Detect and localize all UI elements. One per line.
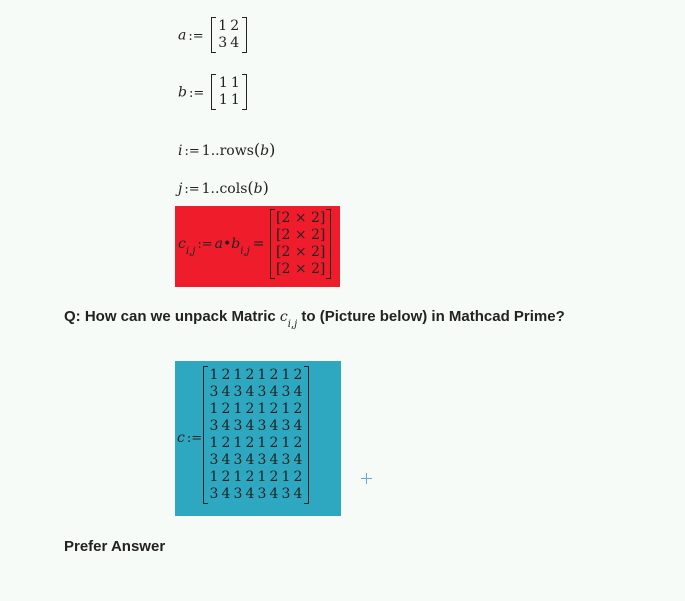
math-region-i[interactable]: i := 1..rows(b) (178, 140, 276, 159)
nested-cell: [2 × 2] (276, 261, 326, 277)
matrix-cell: 1 (230, 92, 240, 108)
matrix-cell: 3 (209, 418, 219, 434)
matrix-cell: 3 (257, 452, 267, 468)
matrix-cell: 2 (245, 367, 255, 383)
math-region-c-highlighted[interactable] (175, 206, 340, 287)
matrix-row (208, 486, 304, 503)
matrix-cell: 2 (293, 401, 303, 417)
math-region-c-unpacked[interactable] (175, 361, 341, 516)
var-j: j (178, 181, 183, 197)
matrix-row (208, 452, 304, 469)
question-var-c: c (279, 309, 288, 325)
function-rows: rows (219, 143, 254, 159)
nested-result-matrix (270, 209, 331, 279)
matrix-cell: 1 (209, 401, 219, 417)
matrix-cell: 3 (209, 452, 219, 468)
matrix-cell: 3 (281, 418, 291, 434)
matrix-cell: 2 (245, 469, 255, 485)
matrix-cell: 4 (245, 486, 255, 502)
matrix-row (208, 418, 304, 435)
matrix-cell: 3 (209, 486, 219, 502)
matrix-cell: 4 (293, 452, 303, 468)
matrix-cell: 4 (269, 418, 279, 434)
matrix-cell: 1 (257, 435, 267, 451)
assign-operator: := (184, 144, 200, 159)
var-c: c (178, 236, 186, 252)
matrix-cell: 2 (230, 18, 240, 34)
matrix-cell: 1 (281, 435, 291, 451)
matrix-cell: 4 (293, 418, 303, 434)
matrix-cell: 2 (269, 435, 279, 451)
matrix-cell: 4 (221, 452, 231, 468)
matrix-cell: 2 (221, 401, 231, 417)
function-arg: b (260, 143, 270, 159)
matrix-cell: 2 (293, 469, 303, 485)
matrix-cell: 1 (257, 367, 267, 383)
matrix-cell: 4 (230, 35, 240, 51)
matrix-cell: 2 (269, 469, 279, 485)
matrix-row (208, 367, 304, 384)
matrix-cell: 1 (230, 75, 240, 91)
matrix-a (211, 17, 247, 53)
matrix-cell: 2 (221, 435, 231, 451)
matrix-cell: 4 (221, 384, 231, 400)
matrix-cell: 2 (293, 367, 303, 383)
assign-operator: := (186, 431, 203, 446)
question-prefix: Q: How can we unpack Matric (64, 308, 276, 325)
matrix-cell: 3 (233, 486, 243, 502)
range-start: 1 (201, 181, 211, 197)
matrix-cell: 1 (209, 435, 219, 451)
matrix-row (208, 469, 304, 486)
question-suffix: to (Picture below) in Mathcad Prime? (301, 308, 565, 325)
nested-cell: [2 × 2] (276, 244, 326, 260)
matrix-cell: 1 (281, 401, 291, 417)
matrix-cell: 3 (233, 452, 243, 468)
matrix-cell: 2 (269, 401, 279, 417)
math-region-b[interactable] (178, 74, 247, 110)
matrix-cell: 3 (233, 418, 243, 434)
matrix-cell: 4 (245, 418, 255, 434)
matrix-cell: 1 (218, 75, 228, 91)
matrix-cell: 4 (221, 486, 231, 502)
dot-operator: • (222, 236, 232, 252)
matrix-cell: 4 (221, 418, 231, 434)
matrix-cell: 1 (233, 401, 243, 417)
prefer-answer-text: Prefer Answer (64, 538, 166, 555)
matrix-cell: 1 (257, 469, 267, 485)
assign-operator: := (197, 237, 213, 252)
unpacked-matrix (203, 366, 309, 504)
var-a: a (178, 27, 187, 44)
matrix-cell: 4 (293, 384, 303, 400)
question-text (64, 308, 565, 330)
matrix-cell: 1 (281, 469, 291, 485)
matrix-cell: 1 (233, 469, 243, 485)
matrix-cell: 1 (233, 367, 243, 383)
crosshair-plus-icon (361, 473, 372, 484)
matrix-cell: 3 (257, 418, 267, 434)
matrix-cell: 2 (245, 435, 255, 451)
matrix-cell: 3 (257, 384, 267, 400)
matrix-cell: 2 (221, 367, 231, 383)
assign-operator: := (188, 85, 205, 101)
matrix-cell: 4 (245, 384, 255, 400)
matrix-cell: 4 (269, 486, 279, 502)
matrix-cell: 1 (218, 92, 228, 108)
var-c-subscript: i,j (185, 246, 196, 257)
matrix-cell: 1 (209, 469, 219, 485)
expr-b-subscript: i,j (240, 246, 250, 257)
expr-a: a (214, 236, 223, 252)
nested-cell: [2 × 2] (276, 227, 326, 243)
matrix-cell: 4 (269, 384, 279, 400)
math-region-a[interactable] (178, 17, 247, 53)
function-arg: b (253, 181, 263, 197)
math-region-j[interactable]: j := 1..cols(b) (178, 178, 269, 197)
matrix-row (208, 435, 304, 452)
matrix-cell: 4 (293, 486, 303, 502)
matrix-cell: 1 (209, 367, 219, 383)
var-i: i (178, 143, 183, 159)
var-b: b (178, 84, 187, 101)
var-c: c (177, 430, 185, 446)
matrix-cell: 3 (281, 452, 291, 468)
range-operator: .. (210, 181, 220, 197)
matrix-cell: 4 (269, 452, 279, 468)
matrix-cell: 3 (257, 486, 267, 502)
matrix-row (208, 401, 304, 418)
eval-equals: = (252, 236, 265, 252)
matrix-cell: 3 (233, 384, 243, 400)
question-var-subscript: i,j (287, 319, 298, 330)
assign-operator: := (184, 182, 200, 197)
matrix-cell: 2 (245, 401, 255, 417)
matrix-row (208, 384, 304, 401)
matrix-cell: 3 (218, 35, 228, 51)
matrix-cell: 2 (269, 367, 279, 383)
matrix-cell: 1 (281, 367, 291, 383)
matrix-cell: 4 (245, 452, 255, 468)
matrix-cell: 1 (233, 435, 243, 451)
matrix-b (211, 74, 247, 110)
range-start: 1 (201, 143, 211, 159)
nested-cell: [2 × 2] (276, 210, 326, 226)
matrix-cell: 3 (281, 486, 291, 502)
range-operator: .. (210, 143, 220, 159)
matrix-cell: 2 (293, 435, 303, 451)
matrix-cell: 3 (209, 384, 219, 400)
expr-b: b (231, 236, 241, 252)
matrix-cell: 1 (218, 18, 228, 34)
assign-operator: := (188, 28, 204, 44)
matrix-cell: 1 (257, 401, 267, 417)
function-cols: cols (219, 181, 248, 197)
matrix-cell: 2 (221, 469, 231, 485)
matrix-cell: 3 (281, 384, 291, 400)
